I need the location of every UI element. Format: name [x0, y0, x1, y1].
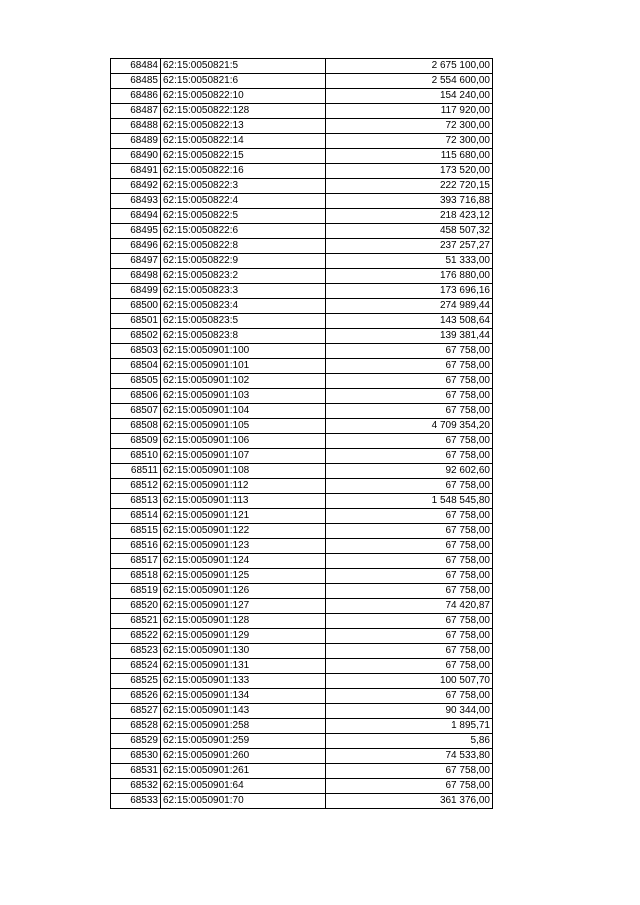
table-row — [111, 554, 493, 569]
cadastral-number-cell: 62:15:0050822:4 — [161, 194, 326, 209]
cadastral-value-cell: 458 507,32 — [326, 224, 493, 239]
row-number-cell: 68520 — [111, 599, 161, 614]
cadastral-value-cell: 67 758,00 — [326, 374, 493, 389]
cadastral-number-cell: 62:15:0050822:128 — [161, 104, 326, 119]
table-row — [111, 299, 493, 314]
row-number-cell: 68503 — [111, 344, 161, 359]
table-row — [111, 569, 493, 584]
cadastral-number-cell: 62:15:0050823:2 — [161, 269, 326, 284]
cadastral-number-cell: 62:15:0050821:6 — [161, 74, 326, 89]
row-number-cell: 68518 — [111, 569, 161, 584]
cadastral-value-cell: 67 758,00 — [326, 584, 493, 599]
table-row — [111, 764, 493, 779]
cadastral-value-cell: 143 508,64 — [326, 314, 493, 329]
table-row — [111, 704, 493, 719]
cadastral-number-cell: 62:15:0050901:124 — [161, 554, 326, 569]
cadastral-value-cell: 218 423,12 — [326, 209, 493, 224]
table-row — [111, 449, 493, 464]
cadastral-value-cell: 176 880,00 — [326, 269, 493, 284]
cadastral-number-cell: 62:15:0050901:258 — [161, 719, 326, 734]
table-row — [111, 149, 493, 164]
cadastral-value-cell: 393 716,88 — [326, 194, 493, 209]
row-number-cell: 68501 — [111, 314, 161, 329]
row-number-cell: 68532 — [111, 779, 161, 794]
cadastral-value-table — [110, 58, 493, 809]
row-number-cell: 68507 — [111, 404, 161, 419]
cadastral-value-cell: 74 420,87 — [326, 599, 493, 614]
row-number-cell: 68487 — [111, 104, 161, 119]
table-row — [111, 419, 493, 434]
row-number-cell: 68489 — [111, 134, 161, 149]
cadastral-value-cell: 67 758,00 — [326, 554, 493, 569]
cadastral-value-cell: 67 758,00 — [326, 344, 493, 359]
cadastral-value-cell: 67 758,00 — [326, 689, 493, 704]
row-number-cell: 68488 — [111, 119, 161, 134]
cadastral-value-cell: 74 533,80 — [326, 749, 493, 764]
table-row — [111, 104, 493, 119]
row-number-cell: 68512 — [111, 479, 161, 494]
table-row — [111, 164, 493, 179]
cadastral-number-cell: 62:15:0050901:100 — [161, 344, 326, 359]
row-number-cell: 68524 — [111, 659, 161, 674]
cadastral-value-cell: 67 758,00 — [326, 659, 493, 674]
cadastral-number-cell: 62:15:0050822:9 — [161, 254, 326, 269]
row-number-cell: 68498 — [111, 269, 161, 284]
cadastral-value-cell: 1 548 545,80 — [326, 494, 493, 509]
row-number-cell: 68495 — [111, 224, 161, 239]
cadastral-number-cell: 62:15:0050822:14 — [161, 134, 326, 149]
table-row — [111, 224, 493, 239]
row-number-cell: 68519 — [111, 584, 161, 599]
cadastral-number-cell: 62:15:0050901:127 — [161, 599, 326, 614]
row-number-cell: 68499 — [111, 284, 161, 299]
row-number-cell: 68486 — [111, 89, 161, 104]
cadastral-number-cell: 62:15:0050901:121 — [161, 509, 326, 524]
cadastral-number-cell: 62:15:0050901:122 — [161, 524, 326, 539]
cadastral-value-cell: 90 344,00 — [326, 704, 493, 719]
row-number-cell: 68505 — [111, 374, 161, 389]
row-number-cell: 68521 — [111, 614, 161, 629]
row-number-cell: 68490 — [111, 149, 161, 164]
table-row — [111, 284, 493, 299]
row-number-cell: 68485 — [111, 74, 161, 89]
cadastral-value-cell: 237 257,27 — [326, 239, 493, 254]
cadastral-number-cell: 62:15:0050823:8 — [161, 329, 326, 344]
row-number-cell: 68522 — [111, 629, 161, 644]
cadastral-number-cell: 62:15:0050901:70 — [161, 794, 326, 809]
row-number-cell: 68494 — [111, 209, 161, 224]
cadastral-number-cell: 62:15:0050901:105 — [161, 419, 326, 434]
cadastral-value-cell: 72 300,00 — [326, 119, 493, 134]
table-row — [111, 749, 493, 764]
cadastral-value-cell: 67 758,00 — [326, 629, 493, 644]
row-number-cell: 68509 — [111, 434, 161, 449]
cadastral-number-cell: 62:15:0050901:104 — [161, 404, 326, 419]
row-number-cell: 68504 — [111, 359, 161, 374]
row-number-cell: 68502 — [111, 329, 161, 344]
row-number-cell: 68496 — [111, 239, 161, 254]
cadastral-value-cell: 67 758,00 — [326, 569, 493, 584]
cadastral-number-cell: 62:15:0050901:103 — [161, 389, 326, 404]
cadastral-number-cell: 62:15:0050901:108 — [161, 464, 326, 479]
row-number-cell: 68523 — [111, 644, 161, 659]
cadastral-value-cell: 92 602,60 — [326, 464, 493, 479]
cadastral-value-cell: 72 300,00 — [326, 134, 493, 149]
cadastral-value-cell: 154 240,00 — [326, 89, 493, 104]
table-row — [111, 659, 493, 674]
cadastral-number-cell: 62:15:0050822:6 — [161, 224, 326, 239]
table-row — [111, 794, 493, 809]
cadastral-number-cell: 62:15:0050901:64 — [161, 779, 326, 794]
cadastral-number-cell: 62:15:0050901:259 — [161, 734, 326, 749]
row-number-cell: 68497 — [111, 254, 161, 269]
row-number-cell: 68484 — [111, 59, 161, 74]
row-number-cell: 68514 — [111, 509, 161, 524]
cadastral-number-cell: 62:15:0050823:5 — [161, 314, 326, 329]
table-row — [111, 314, 493, 329]
table-row — [111, 614, 493, 629]
table-row — [111, 194, 493, 209]
cadastral-value-cell: 67 758,00 — [326, 764, 493, 779]
row-number-cell: 68508 — [111, 419, 161, 434]
table-row — [111, 434, 493, 449]
row-number-cell: 68528 — [111, 719, 161, 734]
row-number-cell: 68525 — [111, 674, 161, 689]
table-row — [111, 689, 493, 704]
table-row — [111, 674, 493, 689]
cadastral-number-cell: 62:15:0050822:15 — [161, 149, 326, 164]
table-row — [111, 359, 493, 374]
cadastral-value-cell: 67 758,00 — [326, 614, 493, 629]
table-row — [111, 344, 493, 359]
table-row — [111, 599, 493, 614]
table-row — [111, 719, 493, 734]
cadastral-value-cell: 115 680,00 — [326, 149, 493, 164]
row-number-cell: 68529 — [111, 734, 161, 749]
row-number-cell: 68510 — [111, 449, 161, 464]
table-row — [111, 509, 493, 524]
cadastral-value-cell: 274 989,44 — [326, 299, 493, 314]
table-row — [111, 779, 493, 794]
row-number-cell: 68516 — [111, 539, 161, 554]
cadastral-number-cell: 62:15:0050901:113 — [161, 494, 326, 509]
cadastral-number-cell: 62:15:0050821:5 — [161, 59, 326, 74]
cadastral-number-cell: 62:15:0050901:107 — [161, 449, 326, 464]
table-row — [111, 524, 493, 539]
table-row — [111, 59, 493, 74]
table-row — [111, 539, 493, 554]
cadastral-value-cell: 67 758,00 — [326, 389, 493, 404]
row-number-cell: 68511 — [111, 464, 161, 479]
table-row — [111, 629, 493, 644]
cadastral-value-cell: 67 758,00 — [326, 359, 493, 374]
table-row — [111, 374, 493, 389]
table-row — [111, 734, 493, 749]
row-number-cell: 68515 — [111, 524, 161, 539]
table-row — [111, 134, 493, 149]
table-row — [111, 494, 493, 509]
cadastral-value-cell: 361 376,00 — [326, 794, 493, 809]
cadastral-number-cell: 62:15:0050901:134 — [161, 689, 326, 704]
row-number-cell: 68500 — [111, 299, 161, 314]
cadastral-value-cell: 67 758,00 — [326, 509, 493, 524]
table-row — [111, 239, 493, 254]
row-number-cell: 68517 — [111, 554, 161, 569]
cadastral-value-cell: 67 758,00 — [326, 479, 493, 494]
table-row — [111, 584, 493, 599]
cadastral-value-cell: 2 554 600,00 — [326, 74, 493, 89]
cadastral-number-cell: 62:15:0050901:123 — [161, 539, 326, 554]
cadastral-number-cell: 62:15:0050901:260 — [161, 749, 326, 764]
table-row — [111, 404, 493, 419]
cadastral-value-cell: 67 758,00 — [326, 434, 493, 449]
cadastral-value-cell: 222 720,15 — [326, 179, 493, 194]
row-number-cell: 68527 — [111, 704, 161, 719]
cadastral-number-cell: 62:15:0050901:128 — [161, 614, 326, 629]
cadastral-value-cell: 173 520,00 — [326, 164, 493, 179]
table-row — [111, 479, 493, 494]
cadastral-number-cell: 62:15:0050901:131 — [161, 659, 326, 674]
table-row — [111, 89, 493, 104]
row-number-cell: 68506 — [111, 389, 161, 404]
row-number-cell: 68491 — [111, 164, 161, 179]
cadastral-number-cell: 62:15:0050822:3 — [161, 179, 326, 194]
cadastral-value-cell: 51 333,00 — [326, 254, 493, 269]
row-number-cell: 68530 — [111, 749, 161, 764]
cadastral-value-cell: 67 758,00 — [326, 449, 493, 464]
table-row — [111, 254, 493, 269]
cadastral-number-cell: 62:15:0050901:130 — [161, 644, 326, 659]
cadastral-value-cell: 67 758,00 — [326, 644, 493, 659]
cadastral-number-cell: 62:15:0050901:125 — [161, 569, 326, 584]
cadastral-value-cell: 67 758,00 — [326, 524, 493, 539]
cadastral-number-cell: 62:15:0050901:106 — [161, 434, 326, 449]
cadastral-number-cell: 62:15:0050901:101 — [161, 359, 326, 374]
table-row — [111, 269, 493, 284]
cadastral-number-cell: 62:15:0050822:5 — [161, 209, 326, 224]
cadastral-number-cell: 62:15:0050822:10 — [161, 89, 326, 104]
table-row — [111, 644, 493, 659]
row-number-cell: 68526 — [111, 689, 161, 704]
table-row — [111, 329, 493, 344]
cadastral-value-cell: 117 920,00 — [326, 104, 493, 119]
cadastral-value-cell: 139 381,44 — [326, 329, 493, 344]
cadastral-value-cell: 67 758,00 — [326, 779, 493, 794]
cadastral-number-cell: 62:15:0050822:13 — [161, 119, 326, 134]
table-row — [111, 74, 493, 89]
table-row — [111, 209, 493, 224]
cadastral-value-cell: 67 758,00 — [326, 539, 493, 554]
table-row — [111, 179, 493, 194]
cadastral-number-cell: 62:15:0050901:112 — [161, 479, 326, 494]
table-row — [111, 389, 493, 404]
table-body — [111, 59, 493, 809]
cadastral-number-cell: 62:15:0050823:3 — [161, 284, 326, 299]
cadastral-number-cell: 62:15:0050822:8 — [161, 239, 326, 254]
cadastral-number-cell: 62:15:0050901:129 — [161, 629, 326, 644]
cadastral-number-cell: 62:15:0050901:102 — [161, 374, 326, 389]
cadastral-value-cell: 67 758,00 — [326, 404, 493, 419]
cadastral-number-cell: 62:15:0050901:143 — [161, 704, 326, 719]
cadastral-value-cell: 100 507,70 — [326, 674, 493, 689]
cadastral-value-cell: 4 709 354,20 — [326, 419, 493, 434]
cadastral-number-cell: 62:15:0050901:261 — [161, 764, 326, 779]
row-number-cell: 68513 — [111, 494, 161, 509]
cadastral-value-cell: 5,86 — [326, 734, 493, 749]
cadastral-number-cell: 62:15:0050822:16 — [161, 164, 326, 179]
row-number-cell: 68493 — [111, 194, 161, 209]
cadastral-number-cell: 62:15:0050901:133 — [161, 674, 326, 689]
cadastral-value-cell: 173 696,16 — [326, 284, 493, 299]
table-row — [111, 464, 493, 479]
cadastral-number-cell: 62:15:0050901:126 — [161, 584, 326, 599]
cadastral-value-cell: 1 895,71 — [326, 719, 493, 734]
row-number-cell: 68533 — [111, 794, 161, 809]
table-row — [111, 119, 493, 134]
cadastral-value-cell: 2 675 100,00 — [326, 59, 493, 74]
cadastral-number-cell: 62:15:0050823:4 — [161, 299, 326, 314]
row-number-cell: 68531 — [111, 764, 161, 779]
row-number-cell: 68492 — [111, 179, 161, 194]
